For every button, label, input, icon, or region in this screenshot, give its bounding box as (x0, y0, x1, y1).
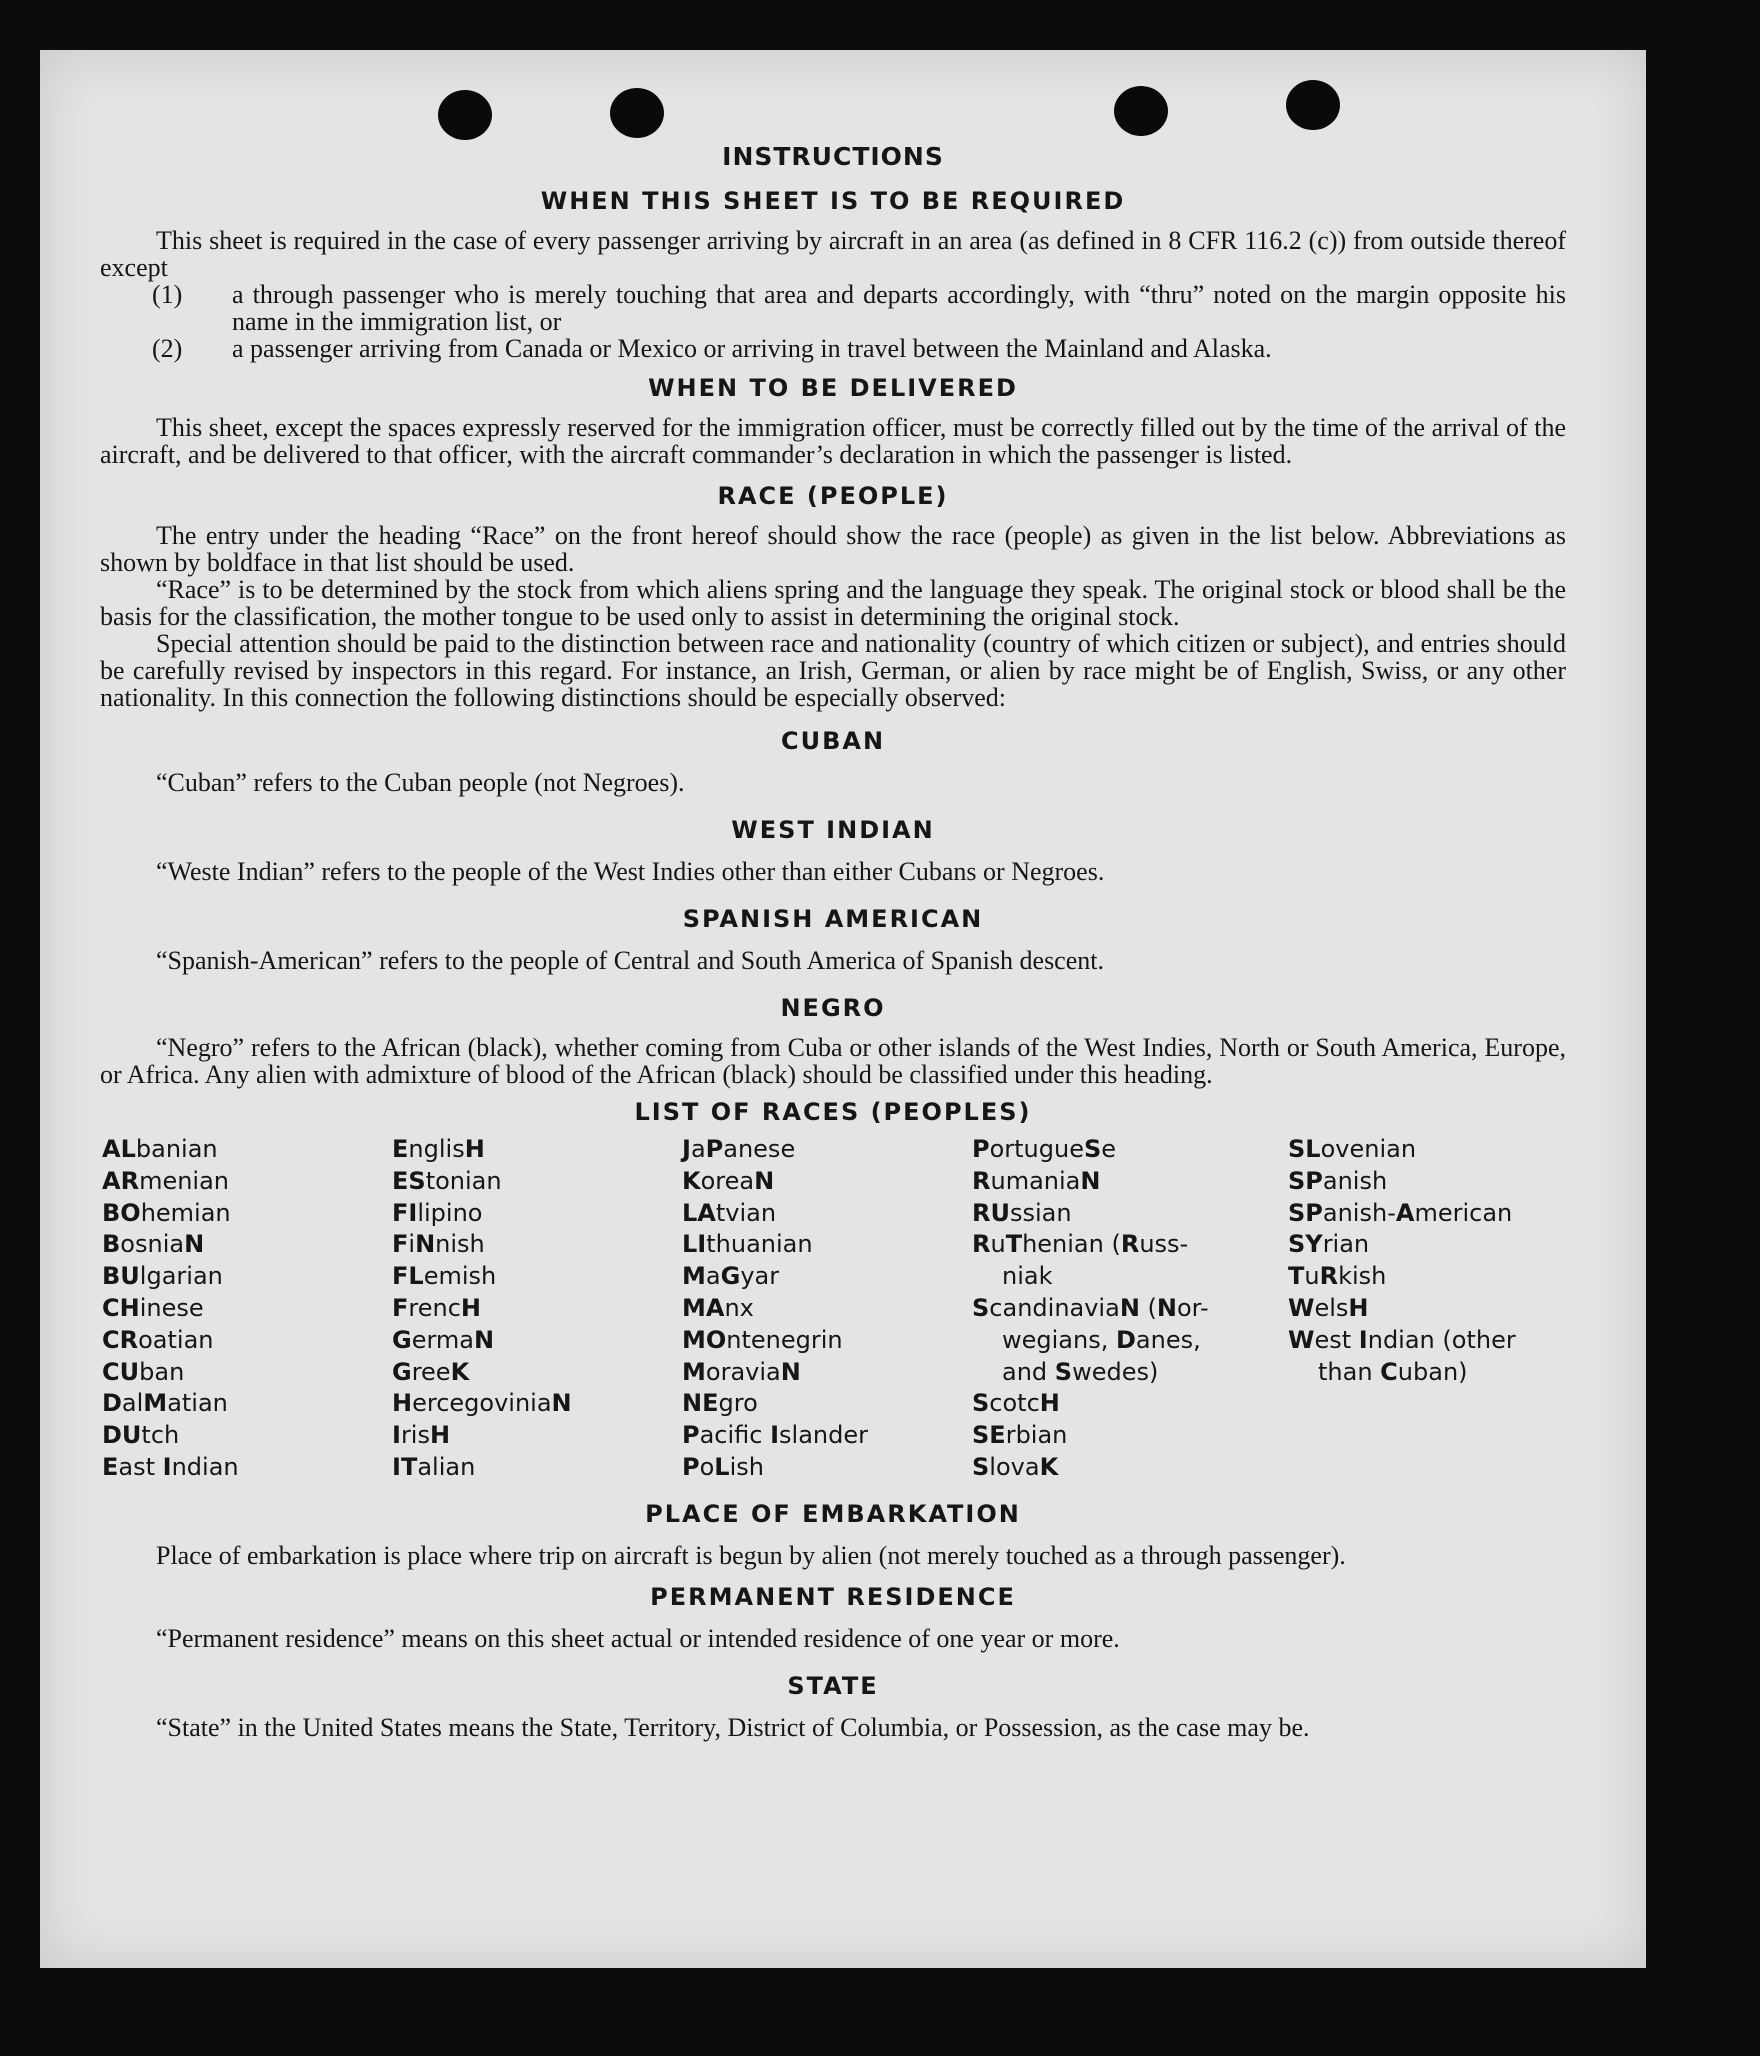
race-entry: MaGyar (682, 1262, 780, 1291)
list-item (100, 281, 1566, 335)
race-entry: BOhemian (102, 1198, 231, 1227)
state-text: “State” in the United States means the State, Territory, District of Columbia, or Possession, as the case may be. (156, 1713, 1310, 1742)
item-number: (1) (152, 280, 183, 309)
race-entry: SlovaK (972, 1452, 1059, 1481)
race-entry: DalMatian (102, 1389, 228, 1418)
list-item (100, 335, 1566, 362)
race-entry: DUtch (102, 1421, 180, 1450)
spanish-american-text: “Spanish-American” refers to the people of Central and South America of Spanish descent. (156, 946, 1104, 975)
heading-when-required: WHEN THIS SHEET IS TO BE REQUIRED (540, 187, 1126, 215)
required-intro: This sheet is required in the case of every passenger arriving by aircraft in an area (as defined in 8 CFR 116.2 (c)) from outside thereof except (100, 226, 1566, 282)
race-entry: SLovenian (1288, 1135, 1417, 1163)
race-entry: FrencH (392, 1293, 482, 1322)
west-indian-text: “Weste Indian” refers to the people of the West Indies other than either Cubans or Negroes. (156, 857, 1105, 886)
race-entry: PoLish (682, 1452, 764, 1481)
item-text: a through passenger who is merely touching that area and departs accordingly, with “thru” noted on the margin opposite his name in the immigration list, or (232, 280, 1566, 336)
race-entry: and Swedes) (1002, 1357, 1159, 1386)
race-entry: IrisH (392, 1421, 451, 1450)
races-column (392, 1134, 572, 1484)
race-entry: BUlgarian (102, 1262, 223, 1291)
heading-list-of-races: LIST OF RACES (PEOPLES) (634, 1098, 1032, 1126)
item-number: (2) (152, 334, 183, 363)
punch-hole (1286, 80, 1340, 130)
race-entry: RumaniaN (972, 1166, 1101, 1195)
race-entry: ITalian (392, 1452, 476, 1481)
instructions-title: INSTRUCTIONS (722, 142, 944, 171)
negro-text: “Negro” refers to the African (black), whether coming from Cuba or other islands of the West Indies, North or South America, Europe, or Africa. Any alien with admixture of blood of the African (black) should be classified under this heading. (100, 1033, 1566, 1089)
race-entry: HercegoviniaN (392, 1389, 572, 1418)
race-entry: MOntenegrin (682, 1325, 843, 1354)
race-entry: EnglisH (392, 1135, 485, 1163)
race-entry: TuRkish (1288, 1262, 1387, 1291)
race-entry: JaPanese (682, 1135, 796, 1163)
document-page (40, 50, 1646, 1968)
race-entry: NEgro (682, 1389, 758, 1418)
race-entry: ScotcH (972, 1389, 1060, 1418)
race-entry: FiNnish (392, 1230, 485, 1259)
race-entry: LAtvian (682, 1198, 777, 1227)
heading-west-indian: WEST INDIAN (731, 816, 935, 844)
heading-negro: NEGRO (780, 994, 886, 1022)
race-entry: ScandinaviaN (Nor- (972, 1293, 1209, 1322)
heading-permanent-residence: PERMANENT RESIDENCE (650, 1583, 1016, 1611)
races-column (102, 1134, 239, 1484)
punch-hole (610, 88, 664, 138)
race-entry: ALbanian (102, 1135, 218, 1163)
heading-state: STATE (787, 1672, 879, 1700)
race-entry: RUssian (972, 1198, 1072, 1227)
race-entry: FIlipino (392, 1198, 483, 1227)
race-entry: CUban (102, 1357, 185, 1386)
race-entry: LIthuanian (682, 1230, 813, 1259)
delivered-text: This sheet, except the spaces expressly reserved for the immigration officer, must be correctly filled out by the time of the arrival of the aircraft, and be delivered to that officer, with the aircraft commander’s declaration in which the passenger is listed. (100, 413, 1566, 469)
race-entry: KoreaN (682, 1166, 775, 1195)
races-column (1288, 1134, 1516, 1388)
races-column (972, 1134, 1209, 1484)
instructions-content (100, 142, 1566, 1741)
race-entry: MoraviaN (682, 1357, 801, 1386)
race-entry: PortugueSe (972, 1135, 1117, 1163)
heading-embarkation: PLACE OF EMBARKATION (645, 1500, 1021, 1528)
race-entry: GreeK (392, 1357, 470, 1386)
race-entry: niak (1002, 1262, 1053, 1291)
heading-when-delivered: WHEN TO BE DELIVERED (648, 374, 1018, 402)
punch-hole (1114, 86, 1168, 136)
race-entry: CRoatian (102, 1325, 214, 1354)
punch-hole (438, 90, 492, 140)
race-entry: MAnx (682, 1293, 754, 1322)
race-entry: SPanish-American (1288, 1198, 1513, 1227)
permanent-residence-text: “Permanent residence” means on this sheet actual or intended residence of one year or more. (156, 1624, 1120, 1653)
race-entry: SYrian (1288, 1230, 1370, 1259)
race-entry: SErbian (972, 1421, 1068, 1450)
race-entry: EStonian (392, 1166, 502, 1195)
heading-cuban: CUBAN (780, 727, 886, 755)
race-entry: BosniaN (102, 1230, 205, 1259)
cuban-text: “Cuban” refers to the Cuban people (not Negroes). (156, 768, 685, 797)
race-entry: ARmenian (102, 1166, 230, 1195)
race-entry: FLemish (392, 1262, 497, 1291)
races-list (100, 1134, 1566, 1494)
heading-spanish-american: SPANISH AMERICAN (682, 905, 984, 933)
race-entry: East Indian (102, 1452, 239, 1481)
race-entry: CHinese (102, 1293, 204, 1322)
item-text: a passenger arriving from Canada or Mexico or arriving in travel between the Mainland and Alaska. (232, 334, 1272, 363)
race-entry: than Cuban) (1318, 1357, 1468, 1386)
race-paragraph-3: Special attention should be paid to the distinction between race and nationality (country of which citizen or subject), and entries should be carefully revised by inspectors in this regard. For instance, an Irish, German, or alien by race might be of English, Swiss, or any other nationality. In this connection the following distinctions should be especially observed: (100, 629, 1566, 712)
race-entry: West Indian (other (1288, 1325, 1516, 1354)
race-entry: WelsH (1288, 1293, 1369, 1322)
race-entry: SPanish (1288, 1166, 1388, 1195)
race-entry: Pacific Islander (682, 1421, 869, 1450)
race-entry: wegians, Danes, (1002, 1325, 1201, 1354)
race-entry: GermaN (392, 1325, 495, 1354)
race-paragraph-2: “Race” is to be determined by the stock from which aliens spring and the language they speak. The original stock or blood shall be the basis for the classification, the mother tongue to be used only to assist in determining the original stock. (100, 575, 1566, 631)
race-entry: RuThenian (Russ- (972, 1230, 1189, 1259)
embarkation-text: Place of embarkation is place where trip on aircraft is begun by alien (not merely touched as a through passenger). (156, 1541, 1346, 1570)
heading-race: RACE (PEOPLE) (717, 482, 949, 510)
race-paragraph-1: The entry under the heading “Race” on the front hereof should show the race (people) as given in the list below. Abbreviations as shown by boldface in that list should be used. (100, 521, 1566, 577)
races-column (682, 1134, 868, 1484)
